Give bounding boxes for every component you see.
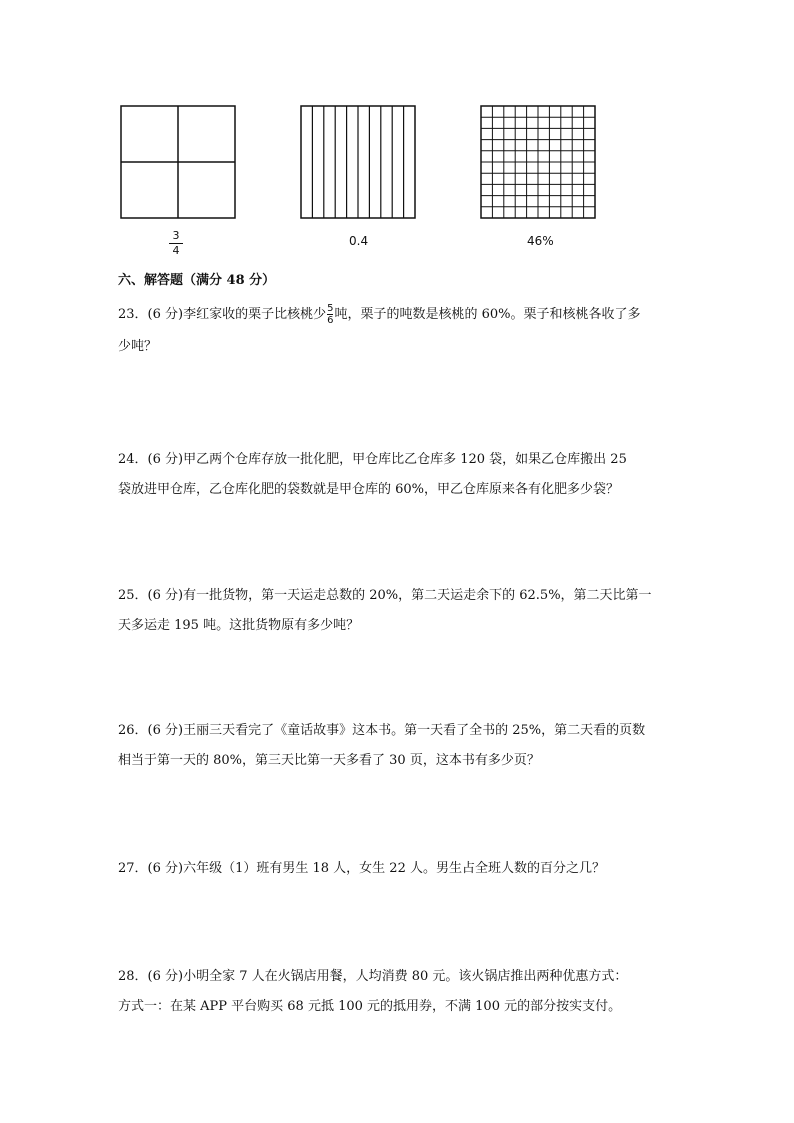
question-27	[118, 854, 678, 884]
q23-line-1: 23．(6 分)李红家收的栗子比核桃少$\frac{5}{6}$吨，栗子的吨数是核桃的 60%。栗子和核桃各收了多	[118, 303, 641, 326]
q25-line-1: 25．(6 分)有一批货物，第一天运走总数的 20%，第二天运走余下的 62.5%，第二天比第一	[118, 588, 652, 603]
q28-line-2: 方式一：在某 APP 平台购买 68 元抵 100 元的抵用券，不满 100 元的部分按实支付。	[118, 999, 622, 1014]
section-title: 六、解答题（满分 48 分）	[118, 273, 276, 288]
quarter-square-figure	[120, 105, 236, 219]
q24-line-2: 袋放进甲仓库，乙仓库化肥的袋数就是甲仓库的 60%，甲乙仓库原来各有化肥多少袋？	[118, 482, 620, 497]
question-25	[118, 581, 678, 641]
fig1-numerator: 3	[172, 229, 180, 242]
tenths-square-figure	[300, 105, 416, 219]
fig3-caption: 46%	[527, 234, 554, 248]
q26-line-2: 相当于第一天的 80%，第三天比第一天多看了 30 页，这本书有多少页？	[118, 753, 540, 768]
fig1-fraction-caption	[169, 230, 183, 257]
fig2-caption: 0.4	[349, 234, 369, 248]
q23-line-2: 少吨？	[118, 339, 158, 354]
q24-line-1: 24．(6 分)甲乙两个仓库存放一批化肥，甲仓库比乙仓库多 120 袋，如果乙仓库搬出 25	[118, 452, 627, 467]
hundredths-grid-figure	[480, 105, 596, 219]
q27-line-1: 27．(6 分)六年级（1）班有男生 18 人，女生 22 人。男生占全班人数的百分之几？	[118, 861, 605, 876]
q25-line-2: 天多运走 195 吨。这批货物原有多少吨？	[118, 618, 360, 633]
q26-line-1: 26．(6 分)王丽三天看完了《童话故事》这本书。第一天看了全书的 25%，第二天看的页数	[118, 723, 646, 738]
q23-fraction: $\frac{5}{6}$	[327, 303, 334, 326]
question-23	[118, 300, 678, 362]
q28-line-1: 28．(6 分)小明全家 7 人在火锅店用餐，人均消费 80 元。该火锅店推出两种优惠方式：	[118, 969, 628, 984]
question-28	[118, 962, 678, 1022]
question-26	[118, 716, 678, 776]
question-24	[118, 445, 678, 505]
fig1-denominator: 4	[172, 244, 180, 257]
